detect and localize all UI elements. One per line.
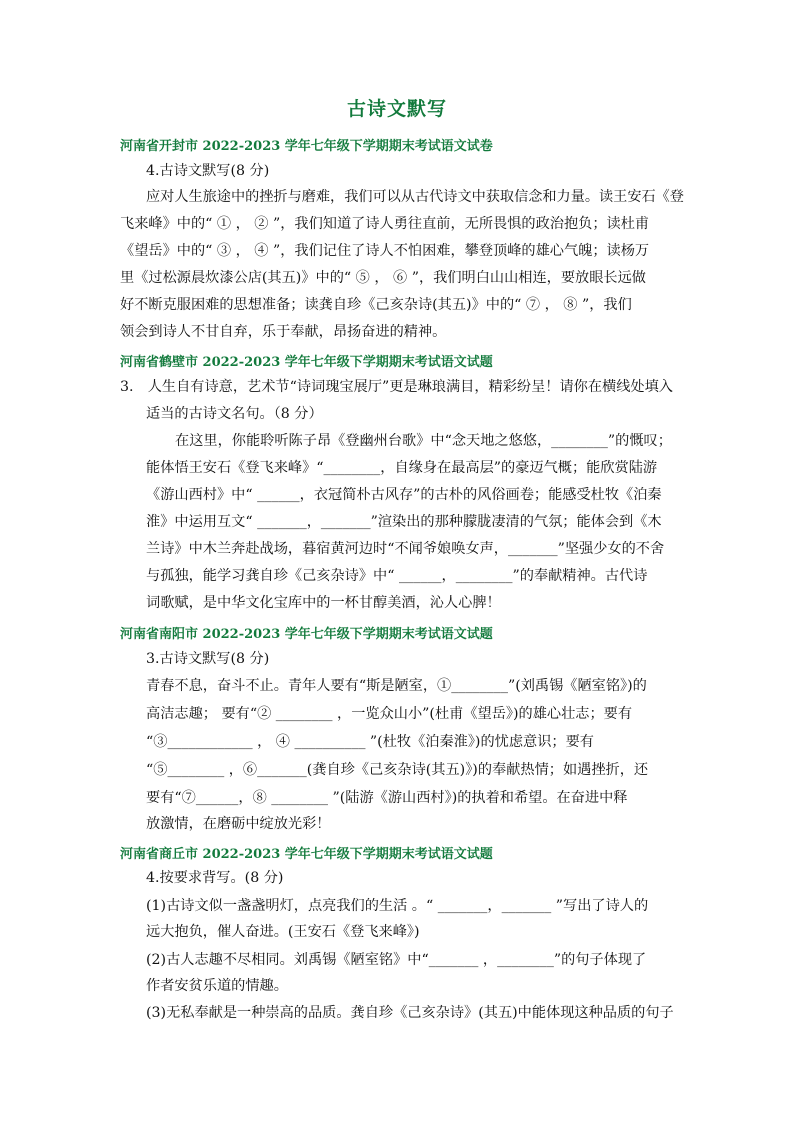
- text-line: 在这里，你能聆听陈子昂《登幽州台歌》中“念天地之悠悠，________”的慨叹；: [175, 433, 672, 449]
- text-line: 淮》中运用互文“ _______，_______”渲染出的那种朦胧凄清的气氛；能体会到《木: [146, 514, 662, 530]
- question-heading: 3.古诗文默写(8 分): [146, 651, 270, 667]
- text-line: 与孤独，能学习龚自珍《己亥杂诗》中“ ______，________”的奉献精神。古代诗: [146, 568, 648, 584]
- source-label: 河南省鹤壁市 2022-2023 学年七年级下学期期末考试语文试题: [120, 355, 493, 370]
- page-title: 古诗文默写: [346, 98, 447, 120]
- text-line: 作者安贫乐道的情趣。: [146, 978, 288, 994]
- text-line: 《望岳》中的“ ③ ， ④ ”，我们记住了诗人不怕困难，攀登顶峰的雄心气魄；读杨万: [120, 243, 650, 259]
- text-line: 里《过松源晨炊漆公店(其五)》中的“ ⑤ ， ⑥ ”，我们明白山山相连，要放眼长远做: [120, 270, 646, 286]
- text-line: 青春不息，奋斗不止。青年人要有“斯是陋室，①________”(刘禹锡《陋室铭》)的: [146, 678, 647, 694]
- question-heading: 4.按要求背写。(8 分): [146, 870, 284, 886]
- text-line: 应对人生旅途中的挫折与磨难，我们可以从古代诗文中获取信念和力量。读王安石《登: [146, 189, 684, 205]
- text-line: 词歌赋，是中华文化宝库中的一杯甘醇美酒，沁人心脾！: [146, 595, 501, 611]
- text-line: 能体悟王安石《登飞来峰》“________，自缘身在最高层”的豪迈气概；能欣赏陆游: [146, 460, 658, 476]
- text-line: 放激情，在磨砺中绽放光彩！: [146, 816, 331, 832]
- text-line: 领会到诗人不甘自弃，乐于奉献，昂扬奋进的精神。: [120, 324, 447, 340]
- text-line: 《游山西村》中“ ______，衣冠简朴古风存”的古朴的风俗画卷；能感受杜牧《泊秦: [146, 487, 662, 503]
- text-line: 兰诗》中木兰奔赴战场，暮宿黄河边时“不闻爷娘唤女声，_______”坚强少女的不舍: [146, 541, 665, 557]
- question-heading: 适当的古诗文名句。（8 分）: [146, 406, 323, 422]
- question-heading: 4.古诗文默写(8 分): [146, 163, 270, 179]
- text-line: (3)无私奉献是一种崇高的品质。龚自珍《己亥杂诗》(其五)中能体现这种品质的句子: [146, 1005, 674, 1021]
- text-line: 远大抱负，催人奋进。(王安石《登飞来峰》): [146, 924, 420, 940]
- text-line: (2)古人志趣不尽相同。刘禹锡《陋室铭》中“_______ ，________”的句子体现了: [146, 952, 647, 968]
- source-label: 河南省南阳市 2022-2023 学年七年级下学期期末考试语文试题: [120, 627, 493, 642]
- text-line: 要有“⑦______，⑧ ________ ”(陆游《游山西村》)的执着和希望。在奋进中释: [146, 790, 628, 806]
- source-label: 河南省商丘市 2022-2023 学年七年级下学期期末考试语文试题: [120, 847, 493, 862]
- text-line: “③____________ ， ④ __________ ”(杜牧《泊秦淮》)的忧虑意识；要有: [146, 734, 594, 750]
- question-heading: 3. 人生自有诗意，艺术节“诗词瑰宝展厅”更是琳琅满目，精彩纷呈！请你在横线处填入: [120, 379, 673, 395]
- text-line: (1)古诗文似一盏盏明灯，点亮我们的生活 。“ _______，_______ ”写出了诗人的: [146, 898, 649, 914]
- text-line: 好不断克服困难的思想准备；读龚自珍《己亥杂诗(其五)》中的“ ⑦ ， ⑧ ”，我们: [120, 297, 632, 313]
- text-line: 高洁志趣； 要有“② ________ ，一览众山小”(杜甫《望岳》)的雄心壮志；要有: [146, 706, 633, 722]
- text-line: “⑤________ ，⑥_______(龚自珍《己亥杂诗(其五)》)的奉献热情；如遇挫折，还: [146, 762, 649, 778]
- text-line: 飞来峰》中的“ ① ， ② ”，我们知道了诗人勇往直前，无所畏惧的政治抱负；读杜甫: [120, 216, 650, 232]
- source-label: 河南省开封市 2022-2023 学年七年级下学期期末考试语文试卷: [120, 139, 493, 154]
